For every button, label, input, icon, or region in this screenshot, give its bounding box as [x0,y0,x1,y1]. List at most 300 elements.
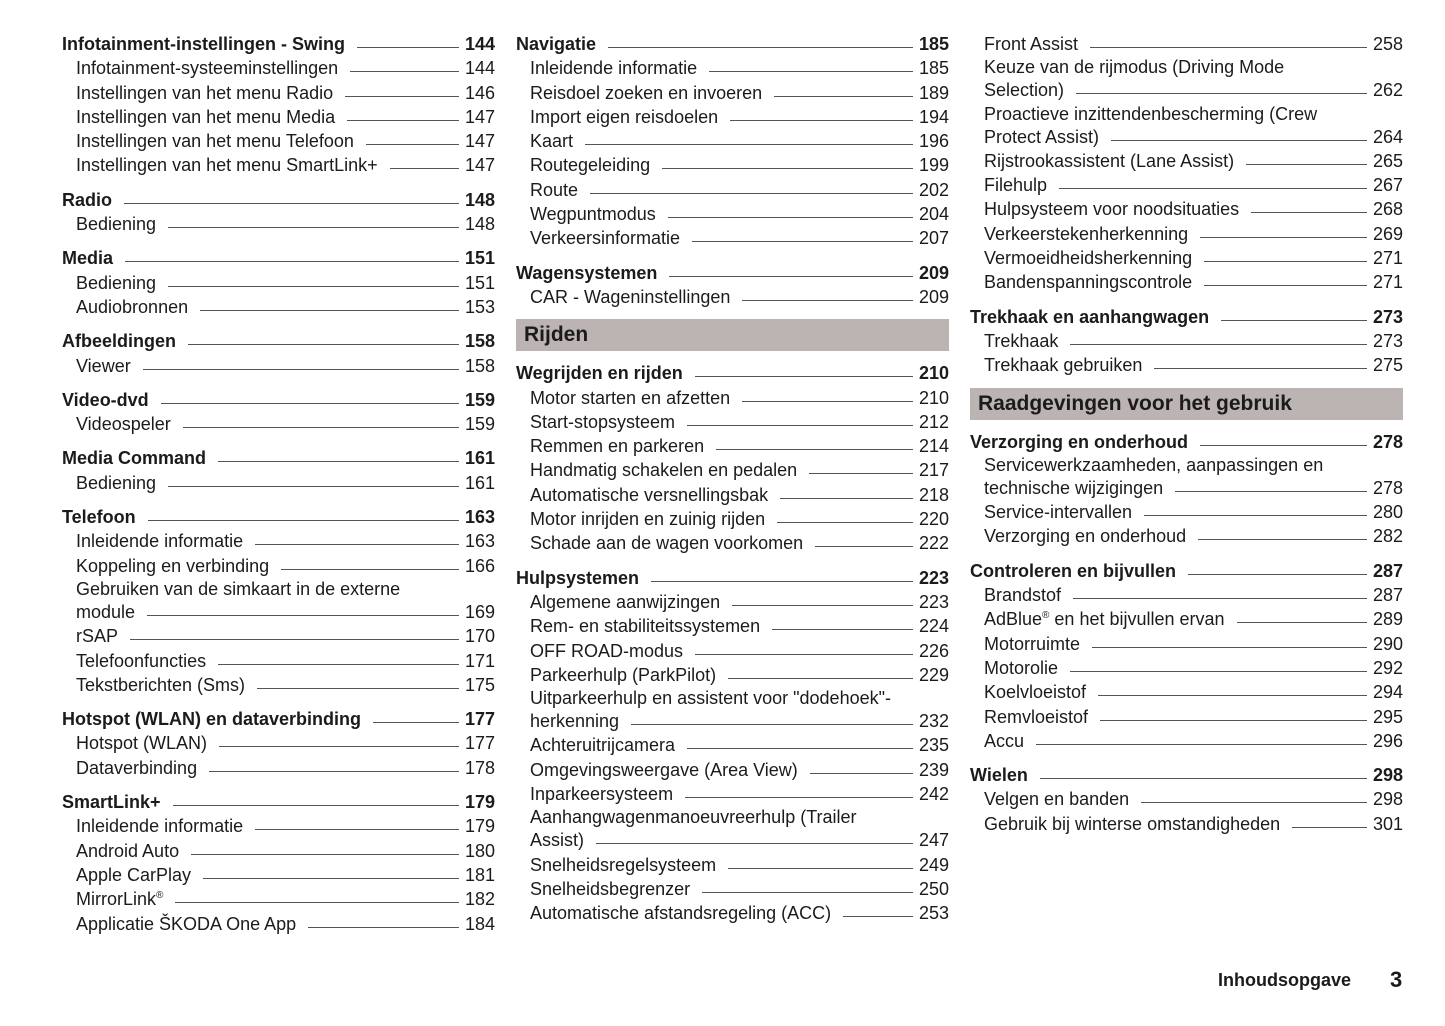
toc-entry-title [970,430,1188,454]
toc-chapter-link[interactable] [62,707,495,731]
toc-entry-title [76,153,378,177]
entry-text: Trekhaak en aanhangwagen [970,306,1210,327]
entry-text: Trekhaak [984,330,1059,351]
page-ref: 229 [918,664,949,685]
toc-entry-link[interactable] [970,705,1403,729]
leader-line [130,639,459,640]
entry-text: Algemene aanwijzingen [530,591,721,612]
registered-mark: ® [1042,610,1050,622]
toc-entry-title [970,305,1209,329]
toc-group [970,763,1403,836]
entry-text: OFF ROAD-modus [530,640,684,661]
toc-group [62,32,495,178]
page-ref: 273 [1372,330,1403,351]
toc-entry-title [984,583,1061,607]
toc-entry-text-line: Proactieve inzittendenbescherming (Crew [984,103,1318,124]
toc-entry-title [984,656,1058,680]
toc-entry-link[interactable] [516,434,949,458]
toc-entry-link[interactable] [516,614,949,638]
page-ref: 217 [918,460,949,481]
page-ref: 296 [1372,730,1403,751]
entry-text: Hulpsystemen [516,567,640,588]
leader-line [728,678,913,679]
leader-line [1090,47,1367,48]
toc-entry-link[interactable] [970,329,1403,353]
leader-line [168,486,459,487]
leader-line [687,425,913,426]
toc-entry-title [984,125,1099,149]
page-ref: 262 [1372,80,1403,101]
toc-entry-link[interactable] [516,828,949,852]
entry-text: Remvloeistof [984,706,1089,727]
toc-entry-link[interactable] [970,222,1403,246]
toc-entry-link[interactable] [970,78,1403,102]
toc-entry-title [530,178,578,202]
page-ref: 202 [918,179,949,200]
toc-entry-link[interactable] [970,583,1403,607]
toc-entry-link[interactable] [516,758,949,782]
entry-text: Bandenspanningscontrole [984,272,1193,293]
page-ref: 144 [464,34,495,54]
leader-line [1100,720,1367,721]
toc-entry-title [530,877,690,901]
leader-line [175,902,459,903]
toc-chapter-link[interactable] [516,361,949,385]
toc-chapter-link[interactable] [516,32,949,56]
toc-entry-link[interactable] [516,56,949,80]
toc-entry-link[interactable] [62,863,495,887]
toc-group [970,430,1403,549]
toc-entry-link[interactable] [62,649,495,673]
leader-line [200,310,459,311]
toc-entry-title [62,246,113,270]
page-ref: 232 [918,711,949,732]
toc-entry-title [62,505,136,529]
entry-text: Automatische afstandsregeling (ACC) [530,903,832,924]
toc-entry-title [76,839,179,863]
page-ref: 147 [464,155,495,176]
entry-text: Telefoonfuncties [76,650,207,671]
registered-mark: ® [156,890,164,902]
toc-entry-link[interactable] [970,32,1403,56]
entry-text: rSAP [76,626,119,647]
toc-entry-link[interactable] [516,178,949,202]
entry-text: Motorolie [984,657,1059,678]
toc-group [516,361,949,555]
section-header: Raadgevingen voor het gebruik [970,388,1403,420]
toc-entry-title [530,733,675,757]
toc-entry-link[interactable] [516,507,949,531]
toc-entry-link[interactable] [516,590,949,614]
entry-text: Handmatig schakelen en pedalen [530,460,798,481]
entry-text: Motor starten en afzetten [530,387,731,408]
toc-entry-title [62,388,149,412]
page-ref: 185 [918,58,949,79]
entry-text: Wegrijden en rijden [516,363,683,384]
page-ref: 223 [918,567,949,588]
toc-entry-link[interactable] [970,270,1403,294]
leader-line [168,227,459,228]
page-ref: 295 [1372,706,1403,727]
toc-chapter-link[interactable] [62,32,495,56]
toc-entry-title [76,56,338,80]
toc-chapter-link[interactable] [62,790,495,814]
leader-line [390,168,459,169]
toc-entry-title [984,149,1234,173]
toc-group [516,261,949,310]
toc-group [970,32,1403,295]
entry-text: Viewer [76,355,131,376]
entry-text: Afbeeldingen [62,331,177,352]
entry-text: Verkeersinformatie [530,228,681,249]
leader-line [631,724,913,725]
page-ref: 158 [464,331,495,352]
page-ref: 159 [464,389,495,410]
page-ref: 258 [1372,34,1403,54]
entry-text: MirrorLink [76,889,157,910]
toc-entry-link[interactable] [970,173,1403,197]
section-header: Rijden [516,319,949,351]
leader-line [188,344,459,345]
entry-text: Videospeler [76,414,171,435]
toc-entry-title [984,329,1058,353]
entry-text: module [76,601,136,622]
toc-entry-title [970,559,1176,583]
toc-entry-link[interactable] [516,853,949,877]
entry-text: SmartLink+ [62,792,161,813]
toc-entry-title [62,707,361,731]
entry-text: Radio [62,189,113,210]
toc-entry-link[interactable] [970,125,1403,149]
page-ref: 264 [1372,126,1403,147]
toc-entry-title [76,600,135,624]
toc-chapter-link[interactable] [62,446,495,470]
toc-entry-link[interactable] [516,129,949,153]
toc-entry-link[interactable] [970,607,1403,631]
toc-entry-link[interactable] [516,226,949,250]
toc-entry-link[interactable] [516,153,949,177]
toc-entry-title [516,566,639,590]
toc-entry-title [984,729,1024,753]
toc-entry-title [530,105,718,129]
toc-entry-link[interactable] [516,81,949,105]
toc-group [970,305,1403,378]
leader-line [125,261,459,262]
toc-entry-link[interactable] [970,729,1403,753]
page-ref: 298 [1372,789,1403,810]
toc-entry-link[interactable] [516,639,949,663]
toc-entry-link[interactable] [516,663,949,687]
page-ref: 282 [1372,526,1403,547]
leader-line [1141,802,1367,803]
toc-entry-link[interactable] [970,632,1403,656]
toc-entry-link[interactable] [62,81,495,105]
entry-text: Rem- en stabiliteitssystemen [530,616,761,637]
page-ref: 249 [918,854,949,875]
entry-text: Bediening [76,472,157,493]
leader-line [1036,744,1367,745]
leader-line [662,168,913,169]
toc-entry-text-line: Gebruiken van de simkaart in de externe [76,578,401,599]
toc-entry-link[interactable] [62,624,495,648]
leader-line [815,546,913,547]
toc-entry-link[interactable] [62,912,495,936]
leader-line [668,217,913,218]
toc-entry-title [984,197,1239,221]
toc-entry-link[interactable] [62,529,495,553]
toc-entry-link[interactable] [516,483,949,507]
toc-chapter-link[interactable] [516,261,949,285]
toc-entry-link[interactable] [62,354,495,378]
leader-line [716,449,913,450]
toc-entry-title [62,329,176,353]
entry-text: Bediening [76,214,157,235]
toc-entry-title [76,912,296,936]
toc-entry-title [76,271,156,295]
toc-entry-link[interactable] [516,901,949,925]
leader-line [124,203,459,204]
toc-entry-title [530,709,619,733]
toc-chapter-link[interactable] [970,430,1403,454]
entry-text: Route [530,179,579,200]
entry-text: Hulpsysteem voor noodsituaties [984,199,1240,220]
toc-entry-link[interactable] [970,353,1403,377]
toc-entry-link[interactable] [516,410,949,434]
page-ref: 189 [918,82,949,103]
entry-text: Video-dvd [62,389,149,410]
entry-text: Parkeerhulp (ParkPilot) [530,664,717,685]
toc-chapter-link[interactable] [62,246,495,270]
leader-line [585,144,913,145]
toc-entry-title [516,32,596,56]
page-ref: 151 [464,248,495,269]
leader-line [685,797,913,798]
toc-entry-link[interactable] [62,600,495,624]
leader-line [1040,778,1367,779]
page-ref: 179 [464,792,495,813]
toc-entry-link[interactable] [970,149,1403,173]
toc-entry-title [984,812,1280,836]
entry-text: Gebruik bij winterse omstandigheden [984,813,1281,834]
entry-text: Achteruitrijcamera [530,735,676,756]
toc-entry-title [76,129,354,153]
toc-entry-title [530,56,697,80]
entry-text: Motor inrijden en zuinig rijden [530,509,766,530]
toc-entry-link[interactable] [516,458,949,482]
page-ref: 275 [1372,355,1403,376]
toc-entry-link[interactable] [970,787,1403,811]
toc-entry-link[interactable] [516,709,949,733]
leader-line [308,927,459,928]
entry-text: Koppeling en verbinding [76,555,270,576]
page-ref: 148 [464,214,495,235]
leader-line [590,193,913,194]
entry-text: Brandstof [984,585,1062,606]
toc-entry-link[interactable] [516,782,949,806]
page-ref: 287 [1372,560,1403,581]
toc-entry-link[interactable] [62,56,495,80]
toc-chapter-link[interactable] [970,305,1403,329]
page-ref: 204 [918,204,949,225]
toc-entry-title [530,758,798,782]
page-ref: 207 [918,228,949,249]
toc-entry-link[interactable] [62,212,495,236]
toc-entry-link[interactable] [62,554,495,578]
leader-line [1188,574,1367,575]
leader-line [281,569,459,570]
leader-line [255,829,459,830]
toc-entry-link[interactable] [62,731,495,755]
toc-chapter-link[interactable] [62,388,495,412]
toc-entry-link[interactable] [62,887,495,911]
toc-group [62,246,495,319]
entry-text: Schade aan de wagen voorkomen [530,533,804,554]
leader-line [1204,285,1367,286]
page-ref: 179 [464,816,495,837]
toc-column-2 [516,32,949,936]
leader-line [191,854,459,855]
entry-text: Motorruimte [984,633,1081,654]
toc-entry-title [984,607,1225,631]
toc-entry-link[interactable] [62,412,495,436]
toc-entry-title [984,32,1078,56]
entry-text: Instellingen van het menu Telefoon [76,131,354,152]
entry-text: Rijstrookassistent (Lane Assist) [984,150,1235,171]
leader-line [203,878,459,879]
leader-line [143,369,459,370]
toc-group [62,505,495,697]
page-ref: 178 [464,757,495,778]
toc-chapter-link[interactable] [970,559,1403,583]
toc-entry-link[interactable] [62,105,495,129]
toc-entry-title [76,649,206,673]
leader-line [730,120,913,121]
toc-chapter-link[interactable] [516,566,949,590]
page-ref: 223 [918,591,949,612]
leader-line [1198,539,1367,540]
toc-entry-title [76,731,207,755]
toc-entry-link[interactable] [970,246,1403,270]
entry-text: Media [62,248,114,269]
toc-entry-title [530,386,730,410]
toc-entry-link[interactable] [62,673,495,697]
page-ref: 290 [1372,633,1403,654]
leader-line [373,722,459,723]
leader-line [843,916,913,917]
toc-entry-link[interactable] [516,733,949,757]
entry-text: Dataverbinding [76,757,198,778]
page-ref: 271 [1372,248,1403,269]
toc-entry-link[interactable] [62,814,495,838]
toc-entry-title [530,226,680,250]
leader-line [161,403,459,404]
toc-group [62,446,495,495]
toc-entry-title [984,173,1047,197]
toc-entry-title [530,81,762,105]
toc-entry-link[interactable] [516,877,949,901]
entry-text: Remmen en parkeren [530,436,705,457]
toc-entry-link[interactable] [62,295,495,319]
entry-text: Inparkeersysteem [530,784,674,805]
toc-entry-link[interactable] [62,153,495,177]
entry-text: CAR - Wageninstellingen [530,286,731,307]
entry-text: Verzorging en onderhoud [970,431,1189,452]
page-ref: 287 [1372,585,1403,606]
toc-entry-link[interactable] [516,285,949,309]
toc-chapter-link[interactable] [62,329,495,353]
leader-line [702,892,913,893]
entry-text: Media Command [62,448,207,469]
toc-entry-title [530,828,584,852]
toc-entry-link[interactable] [970,680,1403,704]
toc-column-3 [970,32,1403,846]
toc-entry-text-line: Servicewerkzaamheden, aanpassingen en [984,454,1324,475]
entry-text: Protect Assist) [984,126,1100,147]
page-ref: 151 [464,272,495,293]
entry-text: Wielen [970,765,1028,786]
entry-text: Hotspot (WLAN) en dataverbinding [62,709,361,730]
toc-entry-link[interactable] [970,197,1403,221]
entry-text: Instellingen van het menu Radio [76,82,334,103]
entry-text: Android Auto [76,840,180,861]
page-ref: 163 [464,531,495,552]
page-ref: 242 [918,784,949,805]
toc-entry-title [984,353,1142,377]
toc-entry-link[interactable] [970,524,1403,548]
toc-entry-link[interactable] [62,271,495,295]
leader-line [1251,212,1367,213]
page-ref: 146 [464,82,495,103]
toc-entry-link[interactable] [62,839,495,863]
toc-entry-link[interactable] [970,656,1403,680]
leader-line [1073,598,1367,599]
toc-entry-link[interactable] [516,386,949,410]
toc-entry-link[interactable] [516,105,949,129]
entry-text: Instellingen van het menu Media [76,106,336,127]
toc-entry-link[interactable] [970,476,1403,500]
toc-entry-link[interactable] [970,500,1403,524]
toc-entry-link[interactable] [62,756,495,780]
leader-line [1098,695,1367,696]
toc-chapter-link[interactable] [970,763,1403,787]
toc-entry-title [530,663,716,687]
page-ref: 247 [918,830,949,851]
leader-line [777,522,913,523]
leader-line [810,773,913,774]
leader-line [183,427,459,428]
toc-entry-title [984,680,1086,704]
toc-entry-text-line: Aanhangwagenmanoeuvreerhulp (Trailer [530,807,857,828]
entry-text: Accu [984,730,1025,751]
toc-entry-link[interactable] [516,531,949,555]
toc-entry-link[interactable] [62,471,495,495]
toc-entry-title [62,790,161,814]
page-ref: 209 [918,262,949,283]
entry-text: AdBlue [984,609,1043,630]
entry-text: Wagensystemen [516,262,658,283]
toc-entry-link[interactable] [62,129,495,153]
leader-line [651,581,913,582]
toc-chapter-link[interactable] [62,505,495,529]
toc-chapter-link[interactable] [62,188,495,212]
toc-entry-title [530,590,720,614]
entry-text: Start-stopsysteem [530,411,676,432]
page-ref: 278 [1372,477,1403,498]
leader-line [1059,188,1367,189]
page-ref: 239 [918,759,949,780]
toc-entry-link[interactable] [970,812,1403,836]
toc-entry-link[interactable] [516,202,949,226]
